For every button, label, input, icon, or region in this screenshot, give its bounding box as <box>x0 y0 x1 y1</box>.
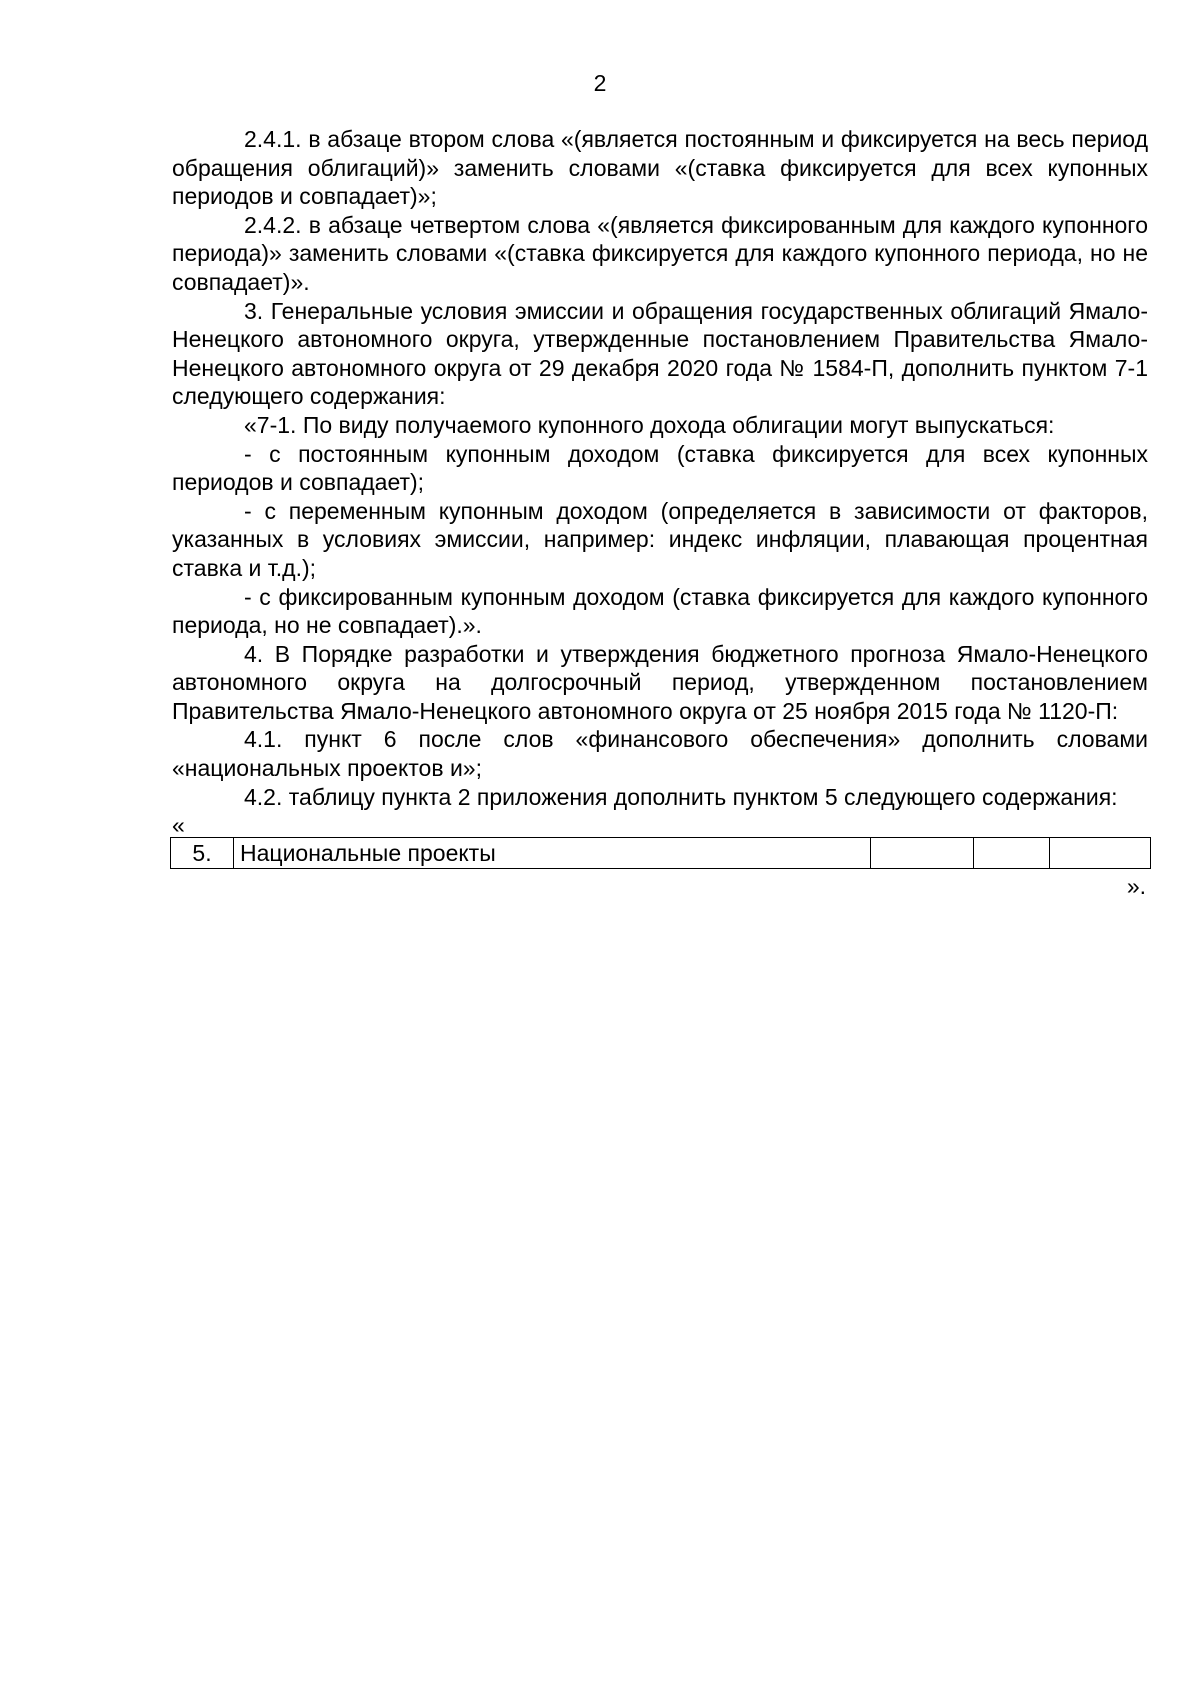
paragraph-4: 4. В Порядке разработки и утверждения бюджетного прогноза Ямало-Ненецкого автономного округа на долгосрочный период, утвержденном постановлением Правительства Ямало-Ненецкого автономного округа от 25 ноября 2015 года № 1120-П: <box>172 640 1148 724</box>
paragraph-2-4-1: 2.4.1. в абзаце втором слова «(является постоянным и фиксируется на весь период обращения облигаций)» заменить словами «(ставка фиксируется для всех купонных периодов и совпадает)»; <box>172 126 1148 210</box>
table-row <box>171 838 1151 869</box>
table-cell-number: 5. <box>171 838 234 869</box>
table-cell-empty <box>974 838 1050 869</box>
table-cell-empty <box>1050 838 1151 869</box>
table-cell-name: Национальные проекты <box>234 838 871 869</box>
paragraph-7-1-intro: «7-1. По виду получаемого купонного дохода облигации могут выпускаться: <box>244 411 1055 438</box>
paragraph-2-4-2: 2.4.2. в абзаце четвертом слова «(является фиксированным для каждого купонного периода)» заменить словами «(ставка фиксируется для каждого купонного периода, но не совпадает)». <box>172 211 1148 295</box>
inserted-table <box>170 837 1151 869</box>
list-item-fixed-coupon: - с фиксированным купонным доходом (ставка фиксируется для каждого купонного периода, но не совпадает).». <box>172 583 1148 639</box>
table-close-quote: ». <box>1126 873 1146 900</box>
list-item-constant-coupon: - с постоянным купонным доходом (ставка фиксируется для всех купонных периодов и совпадает); <box>172 440 1148 496</box>
paragraph-4-2: 4.2. таблицу пункта 2 приложения дополнить пунктом 5 следующего содержания: <box>244 783 1118 810</box>
list-item-variable-coupon: - с переменным купонным доходом (определяется в зависимости от факторов, указанных в условиях эмиссии, например: индекс инфляции, плавающая процентная ставка и т.д.); <box>172 497 1148 581</box>
table-cell-empty <box>871 838 974 869</box>
paragraph-3: 3. Генеральные условия эмиссии и обращения государственных облигаций Ямало-Ненецкого автономного округа, утвержденные постановлением Правительства Ямало-Ненецкого автономного округа от 29 декабря 2020 года № 1584-П, дополнить пунктом 7-1 следующего содержания: <box>172 297 1148 410</box>
table-open-quote: « <box>172 812 185 839</box>
page-number: 2 <box>593 70 607 96</box>
document-body <box>172 125 1148 903</box>
paragraph-4-1: 4.1. пункт 6 после слов «финансового обеспечения» дополнить словами «национальных проектов и»; <box>172 726 1148 782</box>
